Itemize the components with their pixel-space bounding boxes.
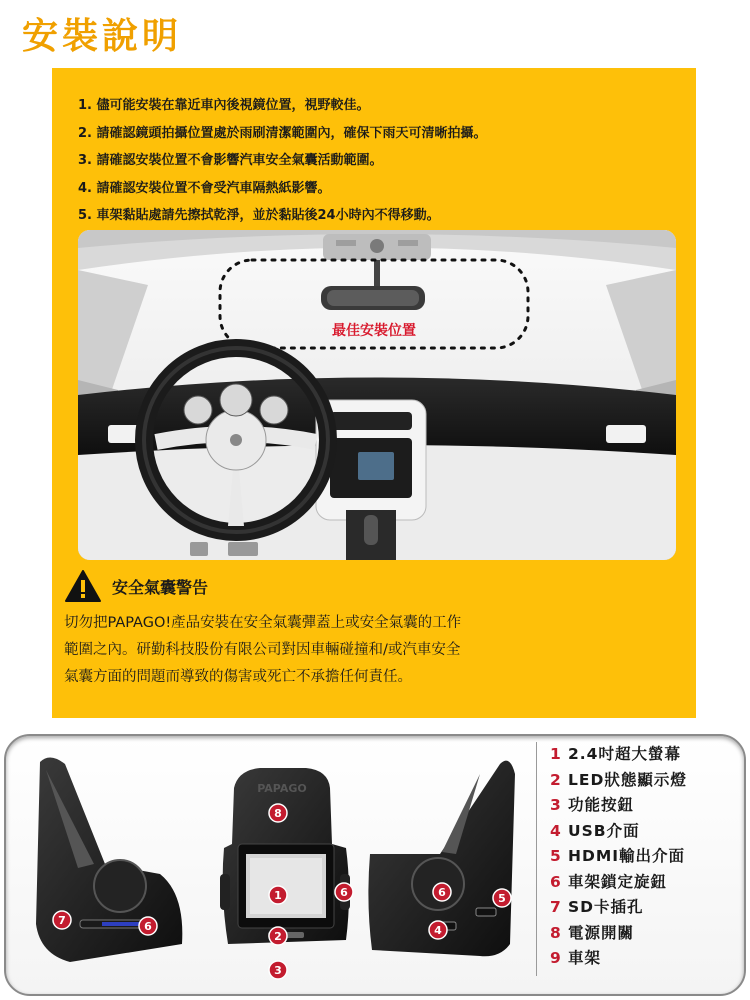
warning-line: 切勿把PAPAGO!產品安裝在安全氣囊彈蓋上或安全氣囊的工作: [64, 615, 462, 631]
legend-item-3: 3 功能按鈕: [550, 796, 635, 814]
svg-text:7: 7: [58, 914, 66, 927]
legend-item-9: 9 車架: [550, 949, 602, 967]
badge-3: [269, 961, 287, 979]
warning-line: 氣囊方面的問題而導致的傷害或死亡不承擔任何責任。: [64, 669, 412, 685]
badge-6-right: [433, 883, 451, 901]
legend-divider: [536, 742, 537, 976]
badge-8: [53, 911, 71, 929]
step-3: 3. 請確認安裝位置不會影響汽車安全氣囊活動範圍。: [78, 153, 383, 168]
device-illustration: [10, 744, 530, 992]
step-5: 5. 車架黏貼處請先擦拭乾淨，並於黏貼後24小時內不得移動。: [78, 208, 440, 223]
instruction-panel: [52, 68, 696, 718]
legend-item-2: 2 LED狀態顯示燈: [550, 770, 687, 789]
legend-item-7: 7 SD卡插孔: [550, 898, 644, 916]
badge-7: [139, 917, 157, 935]
car-interior-photo: [78, 230, 676, 560]
svg-text:3: 3: [274, 964, 282, 977]
best-position-label: 最佳安裝位置: [332, 323, 416, 339]
parts-legend: [550, 742, 687, 972]
legend-item-4: 4 USB介面: [550, 821, 640, 840]
svg-text:8: 8: [274, 807, 282, 820]
device-overview: [0, 732, 750, 1000]
warning-triangle-icon: [64, 569, 102, 603]
step-2: 2. 請確認鏡頭拍攝位置處於雨刷清潔範圍內，確保下雨天可清晰拍攝。: [78, 125, 487, 141]
legend-item-6: 6 車架鎖定旋鈕: [550, 872, 668, 891]
badge-9: [269, 804, 287, 822]
step-1: 1. 儘可能安裝在靠近車內後視鏡位置，視野較佳。: [78, 98, 370, 113]
legend-item-1: 1 2.4吋超大螢幕: [550, 745, 681, 763]
svg-text:6: 6: [144, 920, 152, 933]
airbag-warning: [64, 568, 664, 691]
warning-text: [64, 610, 664, 691]
badge-5: [493, 889, 511, 907]
svg-text:1: 1: [274, 889, 282, 902]
badge-1: [269, 886, 287, 904]
svg-text:6: 6: [438, 886, 446, 899]
car-interior-illustration: [78, 230, 676, 560]
svg-text:2: 2: [274, 930, 282, 943]
legend-item-5: 5 HDMI輸出介面: [550, 847, 686, 865]
svg-text:5: 5: [498, 892, 506, 905]
warning-header: [64, 568, 664, 604]
badge-6-centre: [335, 883, 353, 901]
warning-line: 範圍之內。研勤科技股份有限公司對因車輛碰撞和/或汽車安全: [64, 642, 461, 658]
step-4: 4. 請確認安裝位置不會受汽車隔熱紙影響。: [78, 180, 331, 196]
warning-title: 安全氣囊警告: [112, 577, 209, 597]
svg-text:4: 4: [434, 924, 442, 937]
svg-text:6: 6: [340, 886, 348, 899]
page-title: 安裝說明: [22, 16, 183, 57]
brand-text: PAPAGO: [257, 782, 307, 795]
badge-4: [429, 921, 447, 939]
badge-2: [269, 927, 287, 945]
legend-item-8: 8 電源開關: [550, 923, 635, 942]
installation-steps: [78, 92, 487, 230]
